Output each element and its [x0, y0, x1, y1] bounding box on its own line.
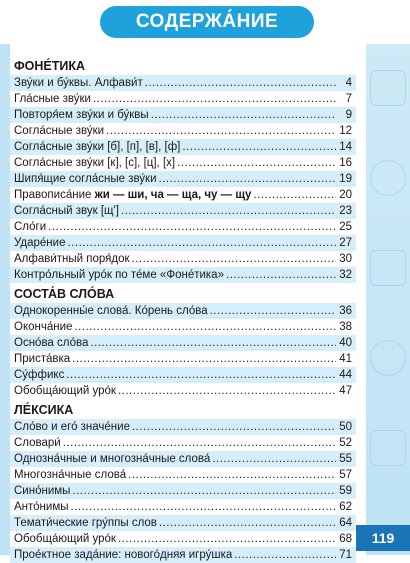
toc-item-title: Зву́ки и бу́квы. Алфави́т [14, 77, 143, 89]
toc-item[interactable] [10, 367, 356, 383]
leader-dots [93, 91, 336, 107]
toc-item-title-bold: жи — ши, ча — ща, чу — щу [94, 189, 252, 201]
toc-item[interactable] [10, 219, 356, 235]
toc-item[interactable] [10, 139, 356, 155]
toc-item-page: 59 [339, 485, 352, 497]
toc-item-title: Согла́сные зву́ки [б], [п], [в], [ф] [14, 141, 181, 153]
toc-item-page: 40 [339, 337, 352, 349]
toc-item-page: 19 [339, 173, 352, 185]
toc-item[interactable] [10, 75, 356, 91]
toc-item-page: 9 [345, 109, 352, 121]
doodle-decoration [370, 430, 406, 466]
leader-dots [67, 235, 336, 251]
toc-item-title-prefix: Правописа́ние [14, 189, 95, 201]
toc-item-title: Су́ффикс [14, 369, 65, 381]
leader-dots [63, 435, 336, 451]
toc-item-title: Согла́сный звук [щ'] [14, 205, 119, 217]
leader-dots [253, 187, 336, 203]
toc-item[interactable] [10, 351, 356, 367]
contents-panel [10, 49, 356, 561]
toc-item-page: 68 [339, 533, 352, 545]
toc-list [10, 75, 356, 283]
leader-dots [72, 483, 336, 499]
toc-item-page: 14 [339, 141, 352, 153]
leader-dots [210, 303, 336, 319]
leader-dots [212, 451, 336, 467]
toc-item[interactable] [10, 171, 356, 187]
toc-item-page: 47 [339, 385, 352, 397]
leader-dots [132, 419, 336, 435]
section-title: ЛЕ́КСИКА [14, 403, 74, 417]
leader-dots [132, 251, 336, 267]
leader-dots [159, 171, 336, 187]
toc-item-page: 52 [339, 437, 352, 449]
toc-item-page: 57 [339, 469, 352, 481]
toc-item[interactable] [10, 435, 356, 451]
leader-dots [66, 367, 336, 383]
toc-item-title: Сло́во и его́ значе́ние [14, 421, 130, 433]
toc-item-page: 64 [339, 517, 352, 529]
toc-item[interactable] [10, 547, 356, 563]
toc-item-title: Однозна́чные и многозна́чные слова́ [14, 453, 211, 465]
toc-item-title: Многозна́чные слова́ [14, 469, 127, 481]
doodle-decoration [370, 340, 406, 376]
toc-item-page: 7 [345, 93, 352, 105]
toc-item-page: 50 [339, 421, 352, 433]
toc-item-page: 20 [339, 189, 352, 201]
leader-dots [177, 155, 336, 171]
toc-item[interactable] [10, 531, 356, 547]
toc-item[interactable] [10, 467, 356, 483]
leader-dots [121, 203, 336, 219]
toc-item[interactable] [10, 483, 356, 499]
toc-item-page: 32 [339, 269, 352, 281]
leader-dots [90, 335, 336, 351]
toc-item-page: 27 [339, 237, 352, 249]
toc-item[interactable] [10, 419, 356, 435]
toc-item-title: Обобща́ющий уро́к [14, 385, 116, 397]
page-header [0, 0, 410, 44]
toc-item-title: Приста́вка [14, 353, 71, 365]
toc-item-title: Ударе́ние [14, 237, 66, 249]
section-title: ФОНЕ́ТИКА [14, 59, 86, 73]
toc-item-page: 25 [339, 221, 352, 233]
toc-item-page: 38 [339, 321, 352, 333]
toc-item-title: Сино́нимы [14, 485, 71, 497]
toc-item-title [14, 187, 251, 203]
section-lexicon [10, 401, 356, 563]
toc-item-page: 62 [339, 501, 352, 513]
doodle-decoration [370, 250, 406, 286]
toc-item[interactable] [10, 499, 356, 515]
toc-item-title: Прое́ктное зада́ние: нового́дняя игру́шка [14, 549, 233, 561]
toc-item[interactable] [10, 187, 356, 203]
doodle-decoration [370, 70, 406, 106]
leader-dots [159, 515, 336, 531]
toc-item-title: Словари́ [14, 437, 61, 449]
toc-item[interactable] [10, 267, 356, 283]
leader-dots [182, 139, 336, 155]
toc-item-title: Однокоренны́е слова́. Ко́рень сло́ва [14, 305, 208, 317]
toc-item-title: Осно́ва сло́ва [14, 337, 89, 349]
right-margin-band [366, 0, 410, 555]
toc-item-page: 23 [339, 205, 352, 217]
toc-item[interactable] [10, 91, 356, 107]
left-margin-band [0, 0, 10, 555]
leader-dots [48, 219, 336, 235]
leader-dots [72, 351, 336, 367]
toc-item[interactable] [10, 107, 356, 123]
toc-item[interactable] [10, 123, 356, 139]
leader-dots [118, 531, 336, 547]
toc-item-title: Повторя́ем зву́ки и бу́квы [14, 109, 149, 121]
leader-dots [151, 107, 336, 123]
section-title: СОСТА́В СЛО́ВА [14, 287, 115, 301]
section-phonetics [10, 57, 356, 283]
toc-item-title: Обобща́ющий уро́к [14, 533, 116, 545]
toc-list [10, 419, 356, 563]
page-number: 119 [356, 525, 410, 551]
toc-item-title: Контро́льный уро́к по те́ме «Фоне́тика» [14, 269, 224, 281]
toc-item-title: Шипя́щие согла́сные зву́ки [14, 173, 157, 185]
toc-item-page: 71 [339, 549, 352, 561]
toc-item[interactable] [10, 335, 356, 351]
toc-item-page: 30 [339, 253, 352, 265]
leader-dots [71, 499, 336, 515]
toc-item-page: 41 [339, 353, 352, 365]
toc-item[interactable] [10, 451, 356, 467]
page-title: СОДЕРЖА́НИЕ [135, 11, 279, 32]
leader-dots [106, 123, 336, 139]
toc-item-title: Оконча́ние [14, 321, 73, 333]
toc-item-page: 36 [339, 305, 352, 317]
toc-item-title: Темати́ческие гру́ппы слов [14, 517, 157, 529]
toc-item[interactable] [10, 235, 356, 251]
toc-item[interactable] [10, 303, 356, 319]
toc-list [10, 303, 356, 399]
leader-dots [226, 267, 336, 283]
toc-item[interactable] [10, 319, 356, 335]
leader-dots [234, 547, 336, 563]
toc-item-page: 44 [339, 369, 352, 381]
toc-item-title: Гла́сные зву́ки [14, 93, 91, 105]
toc-item[interactable] [10, 515, 356, 531]
toc-item[interactable] [10, 203, 356, 219]
toc-item-title: Сло́ги [14, 221, 47, 233]
toc-item[interactable] [10, 155, 356, 171]
toc-item-page: 55 [339, 453, 352, 465]
toc-item-page: 4 [345, 77, 352, 89]
toc-item-title: Согла́сные зву́ки [к], [с], [ц], [х] [14, 157, 176, 169]
toc-item-page: 12 [339, 125, 352, 137]
leader-dots [118, 383, 336, 399]
leader-dots [128, 467, 336, 483]
toc-item-page: 16 [339, 157, 352, 169]
toc-item-title: Анто́нимы [14, 501, 69, 513]
toc-item[interactable] [10, 383, 356, 399]
leader-dots [74, 319, 336, 335]
toc-item-title: Алфави́тный поря́док [14, 253, 130, 265]
leader-dots [145, 75, 336, 91]
toc-item[interactable] [10, 251, 356, 267]
toc-item-title: Согла́сные зву́ки [14, 125, 105, 137]
section-word-structure [10, 285, 356, 399]
doodle-decoration [370, 160, 406, 196]
